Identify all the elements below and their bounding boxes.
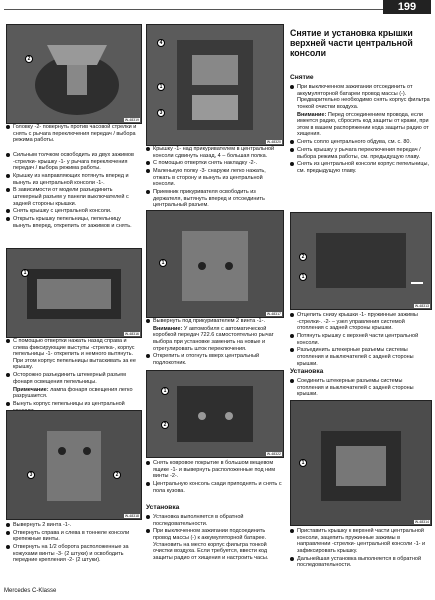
step: Крышку из направляющих потянуть вперед и вынуть из центральной консоли -1-. — [6, 173, 140, 186]
step: Отвернуть на 1/2 оборота расположенные за кожухами винты -3- (2 штуки) и освободить передние крепления -2- (2 штуки). — [6, 544, 140, 564]
photo-upper-cover-drawing — [291, 213, 431, 309]
removal-heading: Снятие — [290, 74, 314, 81]
section-title: Снятие и установка крышки верхней части центральной консоли — [290, 28, 413, 58]
callout-1: 1 — [161, 387, 169, 395]
step: Дальнейшая установка выполняется в обратной последовательности. — [290, 556, 430, 569]
step: При выключенном зажигании отсоединить от аккумуляторной батареи провод массы (-). Предварительно необходимо снять корпус фильтра тонкой очистки воздуха. — [290, 84, 430, 110]
col1-block4 — [6, 522, 140, 565]
footer: Mercedes C-Klasse — [4, 588, 57, 594]
photo-console-screws — [6, 410, 142, 520]
col1-block3 — [6, 338, 140, 415]
callout-1: 1 — [159, 259, 167, 267]
step: Маленькую полку -3- снаружи легко нажать, отжать в сторону и вынуть из центральной консоли. — [146, 168, 282, 188]
photo-lighter-screws — [146, 210, 284, 318]
warning-label: Внимание: — [153, 325, 183, 332]
step: С помощью отвертки нажать назад справа и слева фиксирующие выступы -стрелка-, корпус пепельницы -1- открепить и немного вытянуть. При этом корпус пепельницы вытаскивать за ее крышку. — [6, 338, 140, 371]
col3-install-b — [290, 528, 430, 570]
callout-2: 2 — [113, 471, 121, 479]
callout-4: 4 — [157, 39, 165, 47]
step: Снять ковровое покрытие в большом вещевом ящике -1- и вывернуть расположенные под ним винты -2-. — [146, 460, 282, 480]
col2-block3 — [146, 460, 282, 495]
step: Головку -2- повернуть против часовой стрелки и снять с рычага переключения передач / выбора режима работы. — [6, 124, 140, 144]
step: С помощью отвертки снять накладку -2-. — [146, 160, 282, 167]
photo-storage-box-drawing — [147, 371, 283, 457]
step: Открепить и отогнуть вверх центральный подлокотник. — [146, 353, 282, 366]
callout-1: 1 — [157, 83, 165, 91]
photo-ref: W-48314 — [414, 520, 429, 524]
header-rule — [4, 9, 383, 10]
photo-ref: W-48317 — [266, 312, 281, 316]
step: Открыть крышку пепельницы, пепельницу вынуть вперед, открепить от зажимов и снять. — [6, 216, 140, 229]
warning — [146, 326, 282, 352]
note-text: лампа фонаря освещения легко разрушается. — [13, 386, 133, 400]
col2-block2 — [146, 318, 282, 368]
step: Отцепить снизу крышки -1- пружинные зажимы -стрелки-. -2- – узел управления системой отопления с задней стороны крышки. — [290, 312, 430, 332]
photo-storage-box — [146, 370, 284, 458]
page-header — [0, 0, 435, 14]
photo-ref: W-48313 — [414, 304, 429, 308]
warning-text: Перед отсоединением провода, если имеется радио, сбросить код защиты от кражи, при этом в вашем распоряжении кода защиты радио от хищения. — [297, 111, 429, 138]
photo-upper-cover — [290, 212, 432, 310]
step: Приемник прикуривателя освободить из держателя, вытянуть вперед и отсоединить центральный разъем. — [146, 189, 282, 209]
callout-2: 2 — [25, 55, 33, 63]
warning-text: У автомобиля с автоматической коробкой передач 722.6 самостоятельно рычаг выбора при установке заменить на новые и отрегулировать шток переключения. — [153, 325, 274, 352]
step: Потянуть крышку с верхней части центральной консоли. — [290, 333, 430, 346]
step: Осторожно разъединить штекерный разъем фонаря освещения пепельницы. — [6, 372, 140, 385]
step: Снять из центральной консоли корпус пепельницы, см. предыдущую главу. — [290, 161, 430, 174]
photo-console-screws-drawing — [7, 411, 141, 519]
warning — [290, 112, 430, 138]
photo-lighter-screws-drawing — [147, 211, 283, 317]
col2-block1 — [146, 146, 282, 210]
photo-ref: W-48318 — [124, 514, 139, 518]
step: Сильным толчком освободить из двух зажимов -стрелки- крышку -1- у рычага переключения передач / выбора режима работы. — [6, 152, 140, 172]
photo-cover-install — [290, 400, 432, 526]
step: Приставить крышку к верхней части центральной консоли, зацепить пружинные зажимы в направлении -стрелки- центральной консоли -1- и зафиксировать крышку. — [290, 528, 430, 554]
step: Вынуть корпус пепельницы из центральной — [6, 401, 140, 414]
photo-ref: W-48322 — [266, 452, 281, 456]
col1-block2 — [6, 152, 140, 230]
warning-label: Внимание: — [297, 111, 327, 118]
step: Снять сопло центрального обдува, см. с. 80. — [290, 139, 430, 146]
col3-removal — [290, 84, 430, 176]
install-heading: Установка — [290, 368, 324, 375]
step: Вывернуть под прикуривателем 2 винта -1-. — [146, 318, 282, 325]
photo-cigarette-lighter — [146, 24, 284, 146]
callout-1: 1 — [299, 273, 307, 281]
col2-install-heading: Установка — [146, 504, 180, 511]
step: Центральную консоль сзади приподнять и снять с пола кузова. — [146, 481, 282, 494]
callout-1: 1 — [299, 459, 307, 467]
step: При выключенном зажигании подсоединить провод массы (-) к аккумуляторной батарее. Установить на место корпус фильтра тонкой очистки воздуха. Если требуется, ввести код защиты радио от хищения и настроить часы. — [146, 528, 282, 561]
photo-shift-knob — [6, 24, 142, 124]
callout-2: 2 — [299, 253, 307, 261]
photo-ref: W-48316 — [124, 332, 139, 336]
col3-install-a — [290, 378, 430, 399]
note — [6, 387, 140, 400]
callout-3: 3 — [157, 109, 165, 117]
step: Крышку -1- над прикуривателем в центральной консоли сдвинуть назад, 4 – большая полка. — [146, 146, 282, 159]
photo-cigarette-lighter-drawing — [147, 25, 283, 145]
step: Установка выполняется в обратной последовательности. — [146, 514, 282, 527]
callout-3: 3 — [27, 471, 35, 479]
note-label: Примечание: — [13, 386, 49, 393]
callout-1: 1 — [21, 269, 29, 277]
step: В зависимости от модели разъединить штекерный разъем у панели выключателей с задней стороны крышки. — [6, 187, 140, 207]
photo-ref: W-48320 — [266, 140, 281, 144]
col2-install — [146, 514, 282, 563]
photo-ashtray — [6, 248, 142, 338]
step: Разъединить штекерные разъемы системы отопления и выключателей с задней стороны крышки. — [290, 347, 430, 367]
step: Соединить штекерные разъемы системы отопления и выключателей с задней стороны крышки. — [290, 378, 430, 398]
col3-block2 — [290, 312, 430, 368]
page-number: 199 — [383, 0, 431, 14]
photo-ref: W-48319 — [124, 118, 139, 122]
photo-ashtray-drawing — [7, 249, 141, 337]
step: Отвернуть справа и слева в тоннеле консоли крепежные винты. — [6, 530, 140, 543]
step: Снять крышку у рычага переключения передач / выбора режима работы, см. предыдущую главу. — [290, 147, 430, 160]
photo-cover-install-drawing — [291, 401, 431, 525]
step: Вывернуть 2 винта -1-. — [6, 522, 140, 529]
step: Снять крышку с центральной консоли. — [6, 208, 140, 215]
photo-shift-knob-drawing — [7, 25, 141, 123]
col1-block1 — [6, 124, 140, 145]
callout-2: 2 — [161, 421, 169, 429]
